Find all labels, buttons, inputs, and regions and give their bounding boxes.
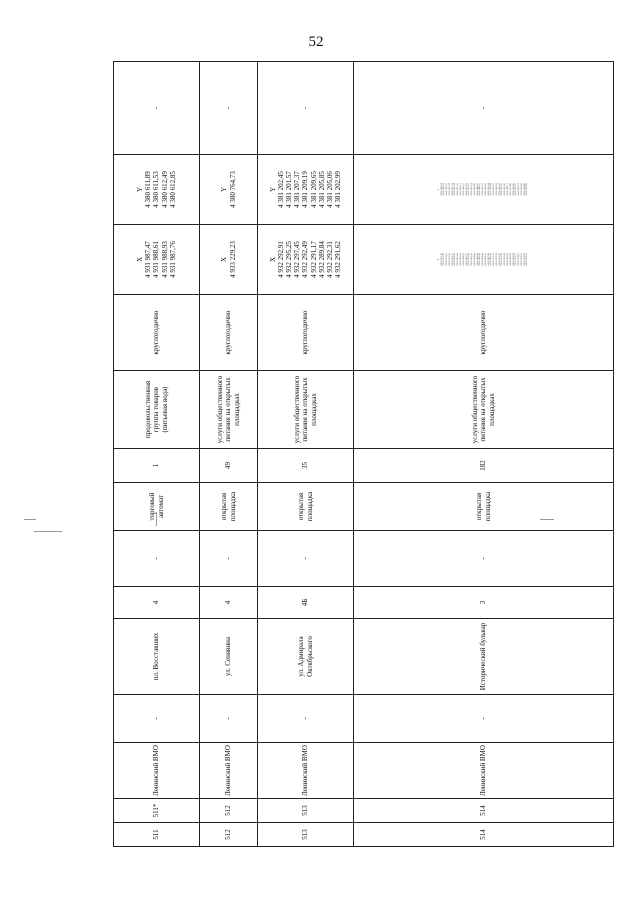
coord-value: 4 380 611,53	[152, 171, 161, 208]
district-cell: Ленинский ВМО	[200, 743, 258, 799]
coord-value: 4 931 864,43	[472, 253, 476, 266]
coord-value: 4 381 414,49	[522, 183, 526, 196]
table-row	[114, 62, 200, 847]
coord-value: 4 381 201,57	[285, 171, 294, 208]
row-number: 512	[200, 823, 258, 847]
coord-value: 4 381 205,06	[325, 171, 334, 208]
coord-value: 4 931 988,61	[152, 241, 161, 278]
district-cell: Ленинский ВМО	[258, 743, 354, 799]
x-coords-cell	[200, 225, 258, 295]
specialization-cell: продовольственная группа товаров (питьевая вода)	[114, 371, 200, 449]
coord-value: 4 931 868,39	[489, 253, 493, 266]
coord-value: Y	[436, 188, 440, 191]
coord-value: 4 932 292,31	[325, 241, 334, 278]
extra-cell: -	[354, 62, 614, 155]
table-row	[200, 62, 258, 847]
coord-value: 4 381 411,40	[508, 183, 512, 196]
period-cell: круглогодично	[354, 295, 614, 371]
coord-value: Y	[220, 186, 229, 193]
row-mark: 513	[258, 799, 354, 823]
coord-value: 4 381 405,39	[497, 183, 501, 196]
data-table	[113, 61, 614, 847]
coord-value: 4 932 292,91	[277, 241, 286, 278]
coord-value: 4 381 412,60	[519, 183, 523, 196]
coord-value: 4 931 880,08	[511, 253, 515, 266]
row-number: 514	[354, 823, 614, 847]
rotated-table-wrapper	[113, 62, 613, 847]
coord-value: 4 932 295,25	[285, 241, 294, 278]
area-cell: 35	[258, 449, 354, 483]
coord-value: 4 931 869,29	[453, 253, 457, 266]
object-type-cell: открытая площадка	[258, 483, 354, 531]
coord-value: 4 931 878,01	[525, 253, 529, 266]
coord-value: 4 381 410,49	[472, 183, 476, 196]
period-cell: круглогодично	[114, 295, 200, 371]
district-cell: Ленинский ВМО	[114, 743, 200, 799]
coord-value: 4 931 870,38	[439, 253, 443, 266]
coord-value: 4 932 291,17	[309, 241, 318, 278]
coord-value: 4 931 878,93	[522, 253, 526, 266]
row-number: 511	[114, 823, 200, 847]
house-cell: 4	[200, 587, 258, 619]
coord-value: 4 931 875,06	[500, 253, 504, 266]
coord-value: 4 381 205,85	[317, 171, 326, 208]
coord-value: 4 931 987,76	[168, 241, 177, 278]
dash-cell: -	[258, 531, 354, 587]
dash-cell: -	[200, 531, 258, 587]
coord-value: 4 381 415,53	[467, 183, 471, 196]
scan-mark-left-1	[24, 519, 36, 520]
house-cell: 3	[354, 587, 614, 619]
house-cell: 4	[114, 587, 200, 619]
table-row	[258, 62, 354, 847]
coord-value: X	[136, 256, 145, 263]
coord-value: X	[220, 256, 229, 263]
coord-value: 4 381 404,36	[483, 183, 487, 196]
coord-value: 4 931 864,93	[461, 253, 465, 266]
y-coords-cell	[200, 155, 258, 225]
y-coords-cell	[354, 155, 614, 225]
coord-value: 4 931 876,49	[503, 253, 507, 266]
coord-value: 4 931 868,08	[478, 253, 482, 266]
period-cell: круглогодично	[258, 295, 354, 371]
x-coords-cell	[258, 225, 354, 295]
coord-value: 4 381 417,24	[447, 183, 451, 196]
object-type-cell: торговый автомат	[114, 483, 200, 531]
coord-value: 4 380 611,89	[144, 171, 153, 208]
coord-value: 4 931 873,26	[497, 253, 501, 266]
coord-value: 4 381 412,86	[511, 183, 515, 196]
row-number: 513	[258, 823, 354, 847]
area-cell: 182	[354, 449, 614, 483]
coord-value: 4 381 419,16	[525, 183, 529, 196]
specialization-cell: услуги общественного питания на открытых площадках	[258, 371, 354, 449]
coord-value: 4 381 417,82	[464, 183, 468, 196]
coord-value: 4 381 209,65	[309, 171, 318, 208]
coord-value: 4 381 405,21	[481, 183, 485, 196]
coord-value: X	[269, 256, 278, 263]
coord-value: 4 381 405,03	[492, 183, 496, 196]
coord-value: 4 931 866,64	[475, 253, 479, 266]
coord-value: 4 931 871,15	[450, 253, 454, 266]
coord-value: 4 932 289,84	[317, 241, 326, 278]
dash-cell: -	[114, 531, 200, 587]
coord-value: 4 381 202,99	[333, 171, 342, 208]
object-type-cell: открытая площадка	[200, 483, 258, 531]
blank-cell: -	[200, 695, 258, 743]
coord-value: 4 931 872,24	[494, 253, 498, 266]
coord-value: 4 381 417,56	[456, 183, 460, 196]
coord-value: 4 931 863,97	[464, 253, 468, 266]
coord-value: 4 381 420,78	[445, 183, 449, 196]
coord-value: Y	[269, 186, 278, 193]
coord-value: 4 931 880,64	[506, 253, 509, 266]
coord-value: 4 381 413,27	[514, 183, 518, 196]
coord-value: 4 381 417,31	[450, 183, 454, 196]
coord-value: 4 381 413,21	[470, 183, 474, 196]
row-mark: 514	[354, 799, 614, 823]
specialization-cell: услуги общественного питания на открытых площадках	[200, 371, 258, 449]
coord-value: 4 380 612,85	[168, 171, 177, 208]
coord-value: 4 931 879,55	[519, 253, 523, 266]
house-cell: 4Б	[258, 587, 354, 619]
street-cell: ул. Адмирала Октябрьского	[258, 619, 354, 695]
coord-value: 4 380 764,73	[228, 171, 237, 208]
coord-value: 4 931 869,25	[483, 253, 487, 266]
coord-value: 4 931 869,44	[481, 253, 485, 266]
table-row	[354, 62, 614, 847]
coord-value: 4 381 406,62	[494, 183, 498, 196]
coord-value: 4 381 422,53	[442, 183, 446, 196]
district-cell: Ленинский ВМО	[354, 743, 614, 799]
coord-value: 4 931 879,72	[514, 253, 518, 266]
coord-value: 4 381 406,67	[478, 183, 482, 196]
coord-value: 4 931 870,26	[442, 253, 446, 266]
coord-value: 4 381 209,19	[301, 171, 310, 208]
blank-cell: -	[258, 695, 354, 743]
row-mark: 511*	[114, 799, 200, 823]
area-cell: 49	[200, 449, 258, 483]
coord-value: 4 381 409,26	[503, 183, 507, 196]
street-cell: пл. Восставших	[114, 619, 200, 695]
specialization-cell: услуги общественного питания на открытых площадках	[354, 371, 614, 449]
coord-value: Y	[136, 186, 145, 193]
coord-value: 4 381 418,11	[458, 183, 462, 196]
coord-value: 4 381 403,14	[486, 183, 490, 196]
coord-value: 4 931 863,08	[470, 253, 474, 266]
coord-value: 4 381 207,37	[293, 171, 302, 208]
coord-value: 4 381 419,17	[461, 183, 465, 196]
coord-value: 4 931 988,93	[160, 241, 169, 278]
extra-cell: -	[114, 62, 200, 155]
area-cell: 1	[114, 449, 200, 483]
coord-value: 4 381 409,71	[506, 183, 509, 196]
y-coords-cell	[258, 155, 354, 225]
scan-mark-left-2	[34, 531, 62, 532]
coord-value: 4 931 873,61	[445, 253, 449, 266]
extra-cell: -	[200, 62, 258, 155]
coord-value: 4 931 987,47	[144, 241, 153, 278]
blank-cell: -	[354, 695, 614, 743]
coord-value: 4 931 873,22	[447, 253, 451, 266]
coord-value: 4 932 297,45	[293, 241, 302, 278]
coord-value: 4 381 202,45	[277, 171, 286, 208]
coord-value: 4 381 404,44	[489, 183, 493, 196]
street-cell: ул. Сенявина	[200, 619, 258, 695]
coord-value: 4 380 612,49	[160, 171, 169, 208]
x-coords-cell	[114, 225, 200, 295]
period-cell: круглогодично	[200, 295, 258, 371]
dash-cell: -	[354, 531, 614, 587]
coord-value: 4 381 418,74	[439, 183, 443, 196]
coord-value: 4 931 870,53	[492, 253, 496, 266]
object-type-cell: открытая площадка	[354, 483, 614, 531]
y-coords-cell	[114, 155, 200, 225]
coord-value: 4 932 291,62	[333, 241, 342, 278]
blank-cell: -	[114, 695, 200, 743]
coord-value: X	[436, 258, 440, 261]
row-mark: 512	[200, 799, 258, 823]
x-coords-cell	[354, 225, 614, 295]
coord-value: 4 931 867,98	[486, 253, 490, 266]
coord-value: 4 931 866,81	[458, 253, 462, 266]
coord-value: 4 381 407,50	[500, 183, 504, 196]
coord-value: 4 381 417,34	[453, 183, 457, 196]
street-cell: Исторический бульвар	[354, 619, 614, 695]
extra-cell: -	[258, 62, 354, 155]
coord-value: 4 931 867,64	[456, 253, 460, 266]
page-number: 52	[308, 34, 324, 50]
coord-value: 4 933 229,23	[228, 241, 237, 278]
coord-value: 4 932 292,49	[301, 241, 310, 278]
coord-value: 4 931 879,61	[517, 253, 521, 266]
coord-value: 4 931 880,41	[508, 253, 512, 266]
coord-value: 4 931 863,44	[467, 253, 471, 266]
coord-value: 4 381 408,87	[475, 183, 479, 196]
coord-value: 4 381 413,79	[517, 183, 521, 196]
